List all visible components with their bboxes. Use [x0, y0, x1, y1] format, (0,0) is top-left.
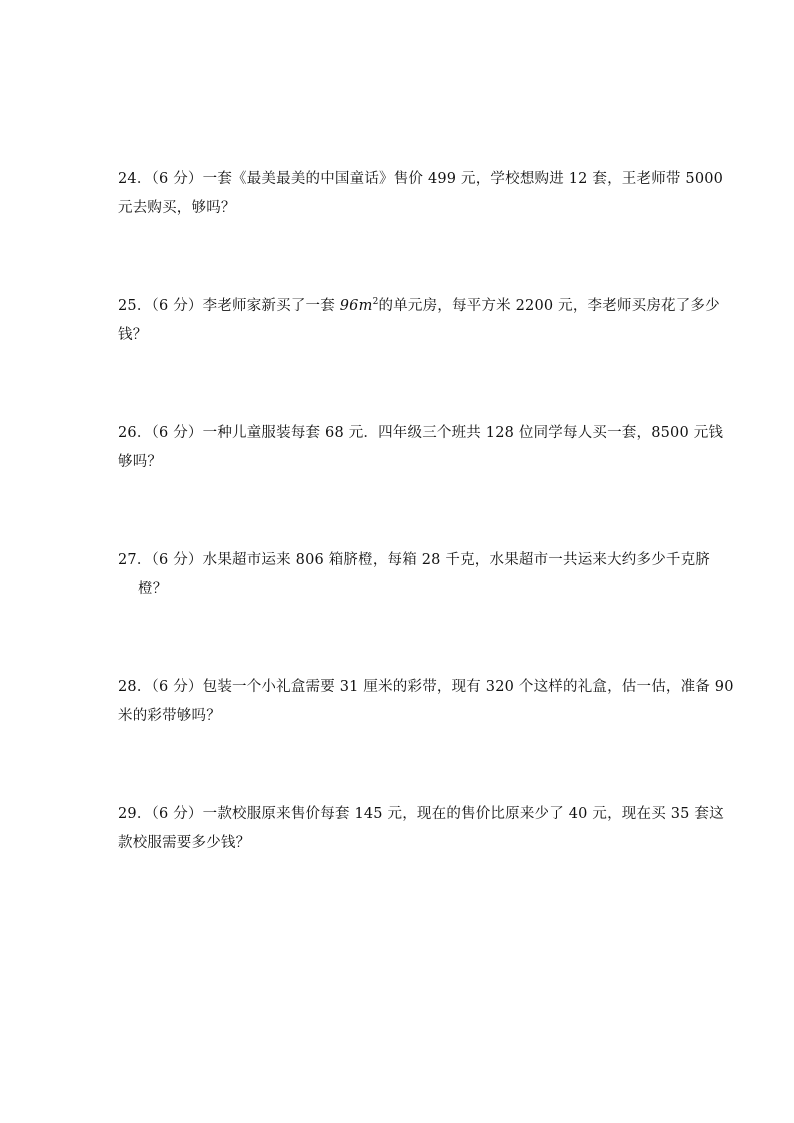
question-25-text-before: 25．（6 分）李老师家新买了一套 — [118, 298, 340, 314]
question-29-line-1: 29．（6 分）一款校服原来售价每套 145 元，现在的售价比原来少了 40 元，现在买 35 套这 — [118, 806, 724, 822]
question-29-line-2: 款校服需要多少钱？ — [118, 835, 251, 851]
question-28-line-1: 28．（6 分）包装一个小礼盒需要 31 厘米的彩带，现有 320 个这样的礼盒，估一估，准备 90 — [118, 679, 734, 695]
area-value: 96 — [339, 298, 359, 314]
question-27-line-1: 27．（6 分）水果超市运来 806 箱脐橙，每箱 28 千克，水果超市一共运来大约多少千克脐 — [118, 552, 710, 568]
question-29 — [118, 800, 724, 858]
question-25-line-1 — [118, 292, 720, 321]
area-exponent: 2 — [372, 297, 379, 308]
question-24-line-2: 元去购买，够吗？ — [118, 200, 236, 216]
question-28-line-2: 米的彩带够吗？ — [118, 708, 221, 724]
question-26-line-2: 够吗？ — [118, 454, 163, 470]
question-27-line-2: 橙？ — [138, 581, 168, 597]
question-24-line-1: 24．（6 分）一套《最美最美的中国童话》售价 499 元，学校想购进 12 套，王老师带 5000 — [118, 171, 724, 187]
question-27 — [118, 546, 710, 604]
question-24 — [118, 165, 724, 223]
question-26 — [118, 419, 724, 477]
question-28 — [118, 673, 734, 731]
question-25-text-after: 的单元房，每平方米 2200 元，李老师买房花了多少 — [378, 298, 720, 314]
question-26-line-1: 26．（6 分）一种儿童服装每套 68 元．四年级三个班共 128 位同学每人买一套，8500 元钱 — [118, 425, 724, 441]
area-unit: m — [358, 298, 373, 314]
question-25-line-2: 钱？ — [118, 327, 148, 343]
question-25 — [118, 292, 720, 350]
